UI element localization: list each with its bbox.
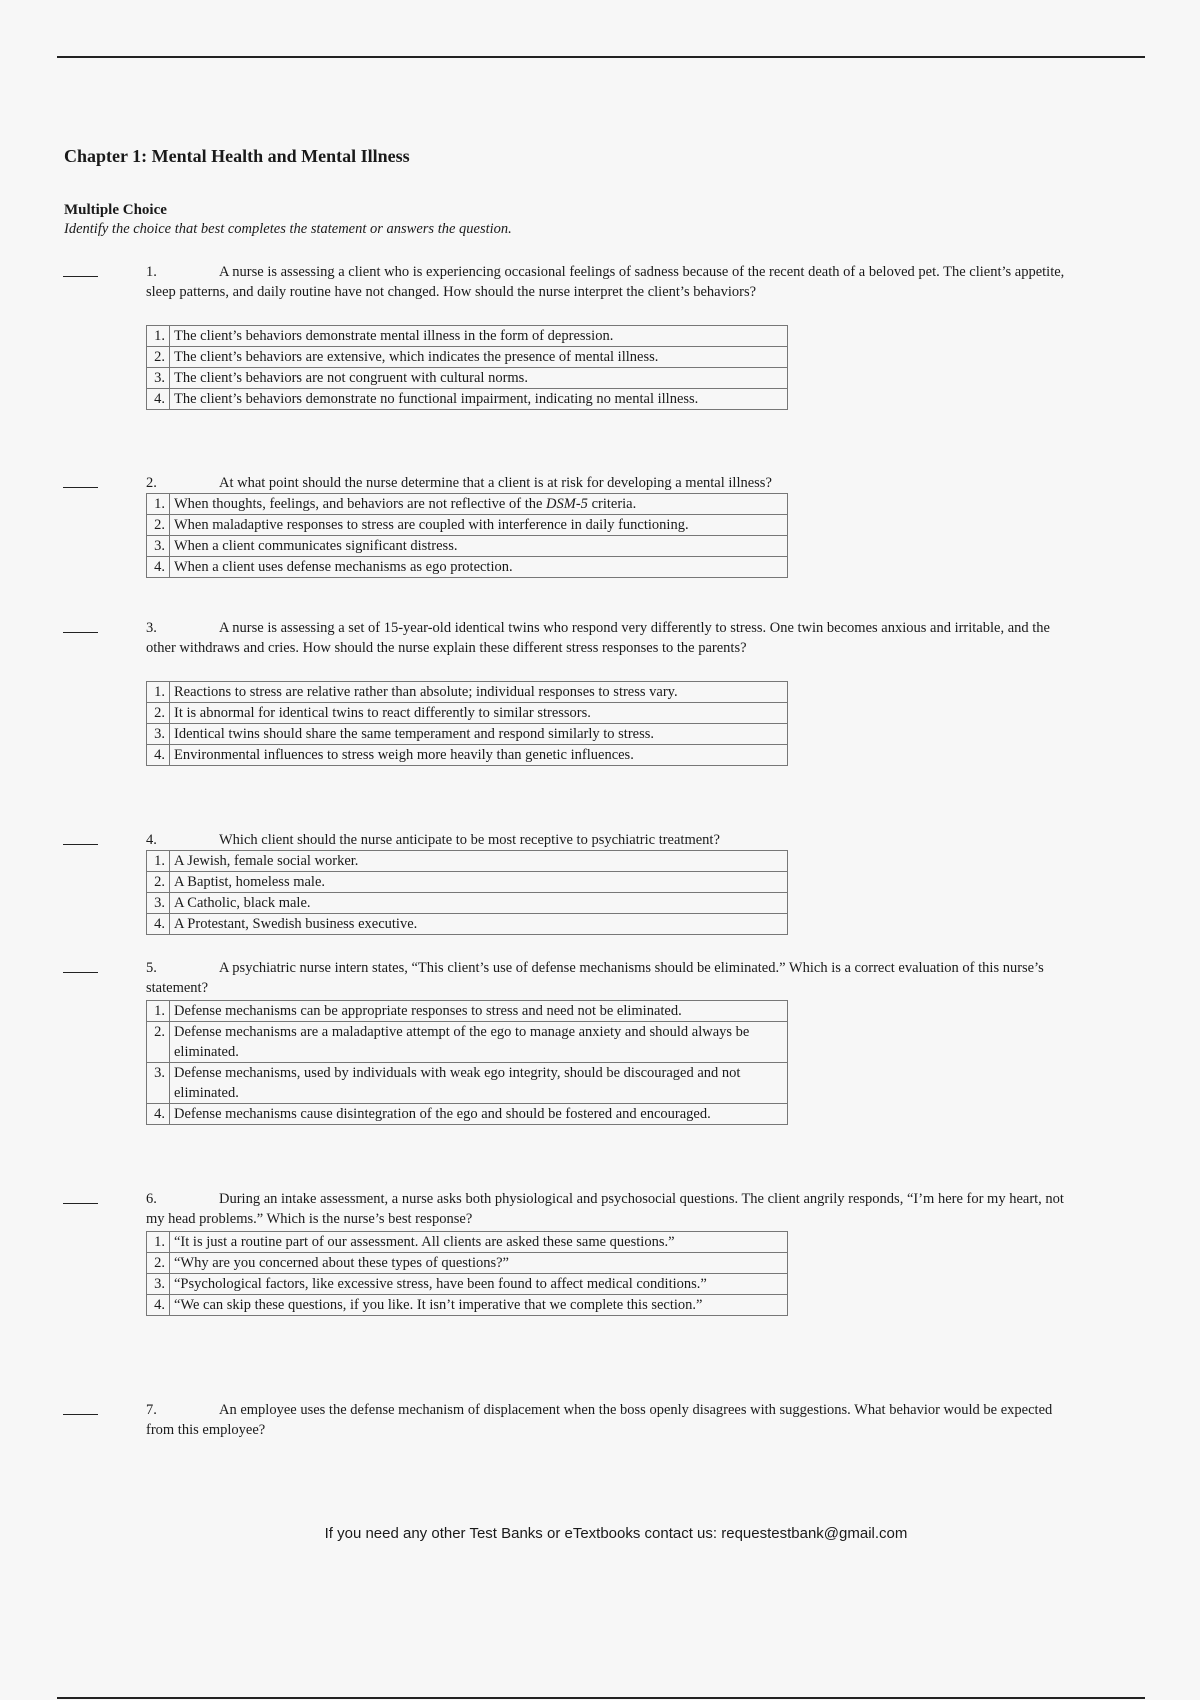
choices-table bbox=[146, 850, 788, 935]
question-number: 2. bbox=[146, 475, 157, 491]
choice-number: 2. bbox=[147, 1022, 170, 1063]
choice-text: The client’s behaviors demonstrate mental illness in the form of depression. bbox=[170, 326, 788, 347]
choice-number: 1. bbox=[147, 1001, 170, 1022]
choices-table bbox=[146, 325, 788, 410]
choice-row[interactable] bbox=[147, 1022, 788, 1063]
choice-number: 1. bbox=[147, 851, 170, 872]
choice-row[interactable] bbox=[147, 1295, 788, 1316]
answer-blank[interactable] bbox=[63, 618, 98, 633]
choice-row[interactable] bbox=[147, 557, 788, 578]
choice-row[interactable] bbox=[147, 851, 788, 872]
choice-text: Identical twins should share the same temperament and respond similarly to stress. bbox=[170, 724, 788, 745]
question-number: 7. bbox=[146, 1402, 157, 1418]
choice-number: 2. bbox=[147, 515, 170, 536]
choice-row[interactable] bbox=[147, 536, 788, 557]
choice-text: Environmental influences to stress weigh more heavily than genetic influences. bbox=[170, 745, 788, 766]
choice-row[interactable] bbox=[147, 494, 788, 515]
choice-row[interactable] bbox=[147, 1232, 788, 1253]
choice-number: 3. bbox=[147, 1274, 170, 1295]
choice-number: 3. bbox=[147, 893, 170, 914]
bottom-rule bbox=[57, 1697, 1145, 1699]
choice-row[interactable] bbox=[147, 724, 788, 745]
choice-number: 4. bbox=[147, 1295, 170, 1316]
answer-blank[interactable] bbox=[63, 958, 98, 973]
question-text: Which client should the nurse anticipate to be most receptive to psychiatric treatment? bbox=[219, 832, 720, 848]
question-number: 5. bbox=[146, 960, 157, 976]
choice-row[interactable] bbox=[147, 682, 788, 703]
choice-text: The client’s behaviors are not congruent with cultural norms. bbox=[170, 368, 788, 389]
choice-number: 1. bbox=[147, 682, 170, 703]
choice-text: “Why are you concerned about these types of questions?” bbox=[170, 1253, 788, 1274]
choice-number: 3. bbox=[147, 1063, 170, 1104]
question-number: 4. bbox=[146, 832, 157, 848]
choice-number: 2. bbox=[147, 872, 170, 893]
choice-text: Defense mechanisms are a maladaptive attempt of the ego to manage anxiety and should always be eliminated. bbox=[170, 1022, 788, 1063]
choice-text: A Jewish, female social worker. bbox=[170, 851, 788, 872]
choice-number: 4. bbox=[147, 389, 170, 410]
section-heading: Multiple Choice bbox=[64, 202, 167, 218]
answer-blank[interactable] bbox=[63, 1400, 98, 1415]
choice-number: 1. bbox=[147, 1232, 170, 1253]
choice-number: 1. bbox=[147, 326, 170, 347]
choice-text: Defense mechanisms, used by individuals with weak ego integrity, should be discouraged and not eliminated. bbox=[170, 1063, 788, 1104]
top-rule bbox=[57, 56, 1145, 58]
question-number: 3. bbox=[146, 620, 157, 636]
choice-row[interactable] bbox=[147, 745, 788, 766]
choice-row[interactable] bbox=[147, 515, 788, 536]
footer-text: If you need any other Test Banks or eTextbooks contact us: requestestbank@gmail.com bbox=[324, 1525, 908, 1542]
choice-number: 4. bbox=[147, 1104, 170, 1125]
choice-number: 1. bbox=[147, 494, 170, 515]
choice-number: 4. bbox=[147, 745, 170, 766]
choice-number: 3. bbox=[147, 724, 170, 745]
choices-table bbox=[146, 1000, 788, 1125]
choice-row[interactable] bbox=[147, 1274, 788, 1295]
choices-table bbox=[146, 681, 788, 766]
footer-contact bbox=[0, 1525, 1200, 1542]
choice-row[interactable] bbox=[147, 914, 788, 935]
question-text: At what point should the nurse determine that a client is at risk for developing a mental illness? bbox=[219, 475, 772, 491]
question-text: During an intake assessment, a nurse asks both physiological and psychosocial questions. The client angrily responds, “I’m here for my heart, not my head problems.” Which is the nurse’s best response? bbox=[146, 1191, 1064, 1227]
choice-row[interactable] bbox=[147, 1104, 788, 1125]
choice-text: When a client uses defense mechanisms as ego protection. bbox=[170, 557, 788, 578]
choice-text: The client’s behaviors are extensive, which indicates the presence of mental illness. bbox=[170, 347, 788, 368]
choice-text: “Psychological factors, like excessive stress, have been found to affect medical conditions.” bbox=[170, 1274, 788, 1295]
choice-row[interactable] bbox=[147, 1253, 788, 1274]
choice-text: A Baptist, homeless male. bbox=[170, 872, 788, 893]
choice-number: 3. bbox=[147, 536, 170, 557]
instructions: Identify the choice that best completes the statement or answers the question. bbox=[64, 221, 512, 237]
choice-row[interactable] bbox=[147, 893, 788, 914]
choice-number: 3. bbox=[147, 368, 170, 389]
question-text: A nurse is assessing a client who is experiencing occasional feelings of sadness because of the recent death of a beloved pet. The client’s appetite, sleep patterns, and daily routine have not changed. How should the nurse interpret the client’s behaviors? bbox=[146, 264, 1065, 300]
choice-number: 4. bbox=[147, 914, 170, 935]
choice-row[interactable] bbox=[147, 703, 788, 724]
choices-table bbox=[146, 493, 788, 578]
question-number: 6. bbox=[146, 1191, 157, 1207]
question-number: 1. bbox=[146, 264, 157, 280]
answer-blank[interactable] bbox=[63, 1189, 98, 1204]
answer-blank[interactable] bbox=[63, 473, 98, 488]
dsm-5-italic: DSM-5 bbox=[546, 496, 588, 512]
choice-number: 2. bbox=[147, 703, 170, 724]
choice-text: When maladaptive responses to stress are coupled with interference in daily functioning. bbox=[170, 515, 788, 536]
choice-row[interactable] bbox=[147, 1001, 788, 1022]
choice-row[interactable] bbox=[147, 872, 788, 893]
question-text: An employee uses the defense mechanism of displacement when the boss openly disagrees with suggestions. What behavior would be expected from this employee? bbox=[146, 1402, 1053, 1438]
choice-row[interactable] bbox=[147, 347, 788, 368]
choice-text: When thoughts, feelings, and behaviors are not reflective of the DSM-5 criteria. bbox=[170, 494, 788, 515]
choice-row[interactable] bbox=[147, 1063, 788, 1104]
choice-number: 4. bbox=[147, 557, 170, 578]
choice-text: When a client communicates significant distress. bbox=[170, 536, 788, 557]
choice-text: Defense mechanisms cause disintegration of the ego and should be fostered and encouraged. bbox=[170, 1104, 788, 1125]
choice-row[interactable] bbox=[147, 368, 788, 389]
choice-row[interactable] bbox=[147, 389, 788, 410]
choice-text: “It is just a routine part of our assessment. All clients are asked these same questions.” bbox=[170, 1232, 788, 1253]
answer-blank[interactable] bbox=[63, 262, 98, 277]
choice-row[interactable] bbox=[147, 326, 788, 347]
answer-blank[interactable] bbox=[63, 830, 98, 845]
choice-text: Defense mechanisms can be appropriate responses to stress and need not be eliminated. bbox=[170, 1001, 788, 1022]
choice-number: 2. bbox=[147, 1253, 170, 1274]
choice-text: “We can skip these questions, if you like. It isn’t imperative that we complete this section.” bbox=[170, 1295, 788, 1316]
question-text: A nurse is assessing a set of 15-year-old identical twins who respond very differently to stress. One twin becomes anxious and irritable, and the other withdraws and cries. How should the nurse explain these different stress responses to the parents? bbox=[146, 620, 1050, 656]
choices-table bbox=[146, 1231, 788, 1316]
choice-number: 2. bbox=[147, 347, 170, 368]
choice-text: The client’s behaviors demonstrate no functional impairment, indicating no mental illness. bbox=[170, 389, 788, 410]
choice-text: Reactions to stress are relative rather than absolute; individual responses to stress vary. bbox=[170, 682, 788, 703]
choice-text: It is abnormal for identical twins to react differently to similar stressors. bbox=[170, 703, 788, 724]
chapter-title: Chapter 1: Mental Health and Mental Illness bbox=[64, 146, 410, 166]
choice-text: A Protestant, Swedish business executive. bbox=[170, 914, 788, 935]
question-text: A psychiatric nurse intern states, “This client’s use of defense mechanisms should be eliminated.” Which is a correct evaluation of this nurse’s statement? bbox=[146, 960, 1044, 996]
choice-text: A Catholic, black male. bbox=[170, 893, 788, 914]
